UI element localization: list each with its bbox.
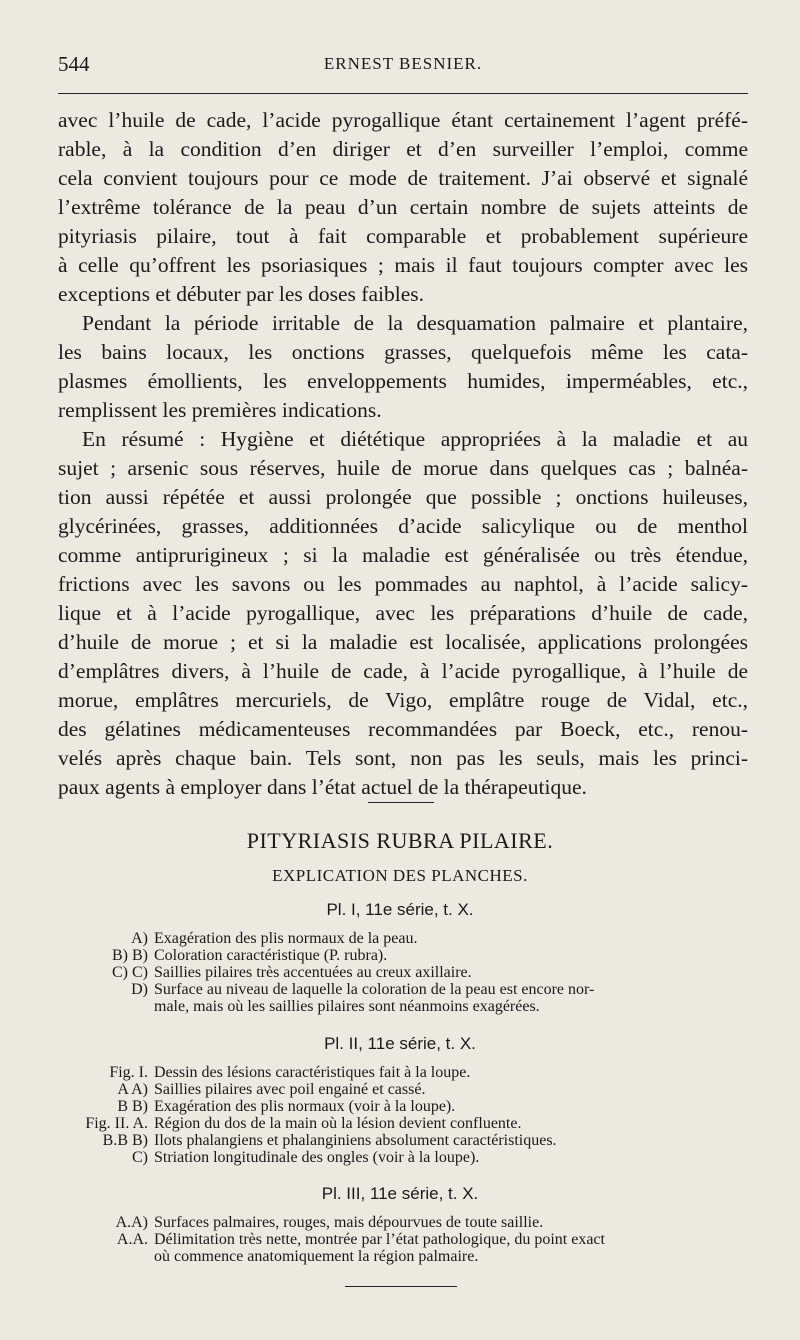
- paragraph: [58, 106, 748, 309]
- legend-entry: [58, 947, 758, 964]
- text-line: d’emplâtres divers, à l’huile de cade, à l’acide pyrogallique, à l’huile de: [58, 659, 748, 683]
- legend-key: C) C): [112, 964, 148, 981]
- legend-key: B.B B): [102, 1132, 148, 1149]
- section-title: PITYRIASIS RUBRA PILAIRE.: [246, 828, 554, 853]
- plate-heading: Pl. II, 11e série, t. X.: [324, 1034, 476, 1053]
- legend-key: Fig. II. A.: [85, 1115, 148, 1132]
- legend-text-continued: male, mais où les saillies pilaires sont néanmoins exagérées.: [154, 998, 540, 1015]
- page-number: 544: [58, 52, 90, 76]
- legend-text-block: [154, 1231, 758, 1265]
- text-line: comme antiprurigineux ; si la maladie est généralisée ou très étendue,: [58, 543, 748, 567]
- plate-legend: [58, 1214, 758, 1265]
- text-line: cela convient toujours pour ce mode de traitement. J’ai observé et signalé: [58, 166, 748, 190]
- end-rule: [345, 1286, 457, 1287]
- legend-entry: [58, 1081, 758, 1098]
- legend-entry: [58, 1149, 758, 1166]
- plate-legend: [58, 1064, 758, 1166]
- legend-key: B) B): [112, 947, 148, 964]
- section-subtitle: EXPLICATION DES PLANCHES.: [272, 866, 528, 885]
- legend-text: Saillies pilaires avec poil engainé et cassé.: [154, 1081, 426, 1098]
- legend-key: C): [132, 1149, 148, 1166]
- page-header: [58, 52, 748, 80]
- legend-text: Dessin des lésions caractéristiques fait à la loupe.: [154, 1064, 471, 1081]
- legend-entry: [58, 1231, 758, 1265]
- text-line: glycérinées, grasses, additionnées d’acide salicylique ou de menthol: [58, 514, 748, 538]
- text-line: avec l’huile de cade, l’acide pyrogallique étant certainement l’agent préfé-: [58, 108, 748, 132]
- legend-entry: [58, 1098, 758, 1115]
- text-line: à celle qu’offrent les psoriasiques ; mais il faut toujours compter avec les: [58, 253, 748, 277]
- body-text: [58, 106, 748, 802]
- text-line: En résumé : Hygiène et diététique appropriées à la maladie et au: [82, 427, 748, 451]
- plate-heading: Pl. I, 11e série, t. X.: [326, 900, 474, 919]
- legend-key: B B): [117, 1098, 148, 1115]
- legend-text: Coloration caractéristique (P. rubra).: [154, 947, 388, 964]
- text-line: des gélatines médicamenteuses recommandées par Boeck, etc., renou-: [58, 717, 748, 741]
- text-line: paux agents à employer dans l’état actuel de la thérapeutique.: [58, 775, 587, 799]
- text-line: rable, à la condition d’en diriger et d’en surveiller l’emploi, comme: [58, 137, 748, 161]
- legend-text: Surface au niveau de laquelle la coloration de la peau est encore nor-: [154, 981, 595, 998]
- text-line: frictions avec les savons ou les pommades au naphtol, à l’acide salicy-: [58, 572, 748, 596]
- legend-text: Ilots phalangiens et phalanginiens absolument caractéristiques.: [154, 1132, 557, 1149]
- text-line: pityriasis pilaire, tout à fait comparable et probablement supérieure: [58, 224, 748, 248]
- text-line: plasmes émollients, les enveloppements humides, imperméables, etc.,: [58, 369, 748, 393]
- legend-text: Région du dos de la main où la lésion devient confluente.: [154, 1115, 522, 1132]
- text-line: les bains locaux, les onctions grasses, quelquefois même les cata-: [58, 340, 748, 364]
- legend-key: Fig. I.: [109, 1064, 148, 1081]
- text-line: remplissent les premières indications.: [58, 398, 382, 422]
- paragraph: [58, 309, 748, 425]
- legend-text-block: [154, 981, 758, 1015]
- text-line: lique et à l’acide pyrogallique, avec les préparations d’huile de cade,: [58, 601, 748, 625]
- legend-entry: [58, 1132, 758, 1149]
- legend-entry: [58, 981, 758, 1015]
- legend-entry: [58, 1064, 758, 1081]
- text-line: morue, emplâtres mercuriels, de Vigo, emplâtre rouge de Vidal, etc.,: [58, 688, 748, 712]
- plate-legend: [58, 930, 758, 1015]
- legend-text: Surfaces palmaires, rouges, mais dépourvues de toute saillie.: [154, 1214, 544, 1231]
- legend-text-continued: où commence anatomiquement la région palmaire.: [154, 1248, 479, 1265]
- text-line: d’huile de morue ; et si la maladie est localisée, applications prolongées: [58, 630, 748, 654]
- legend-entry: [58, 930, 758, 947]
- running-title: ERNEST BESNIER.: [323, 54, 483, 73]
- plate-heading: Pl. III, 11e série, t. X.: [321, 1184, 479, 1203]
- legend-entry: [58, 964, 758, 981]
- legend-key: A.A): [115, 1214, 148, 1231]
- paragraph: [58, 425, 748, 802]
- legend-text: Striation longitudinale des ongles (voir à la loupe).: [154, 1149, 480, 1166]
- legend-key: D): [131, 981, 148, 998]
- legend-key: A.A.: [116, 1231, 148, 1248]
- legend-entry: [58, 1115, 758, 1132]
- header-rule: [58, 93, 748, 94]
- legend-key: A A): [117, 1081, 148, 1098]
- text-line: velés après chaque bain. Tels sont, non pas les seuls, mais les princi-: [58, 746, 748, 770]
- legend-text: Délimitation très nette, montrée par l’état pathologique, du point exact: [154, 1231, 605, 1248]
- text-line: tion aussi répétée et aussi prolongée que possible ; onctions huileuses,: [58, 485, 748, 509]
- legend-key: A): [131, 930, 148, 947]
- legend-text: Saillies pilaires très accentuées au creux axillaire.: [154, 964, 472, 981]
- text-line: l’extrême tolérance de la peau d’un certain nombre de sujets atteints de: [58, 195, 748, 219]
- text-line: sujet ; arsenic sous réserves, huile de morue dans quelques cas ; balnéa-: [58, 456, 748, 480]
- legend-text: Exagération des plis normaux (voir à la loupe).: [154, 1098, 456, 1115]
- text-line: exceptions et débuter par les doses faibles.: [58, 282, 424, 306]
- legend-entry: [58, 1214, 758, 1231]
- text-line: Pendant la période irritable de la desquamation palmaire et plantaire,: [82, 311, 748, 335]
- legend-text: Exagération des plis normaux de la peau.: [154, 930, 418, 947]
- section-separator: [368, 802, 434, 803]
